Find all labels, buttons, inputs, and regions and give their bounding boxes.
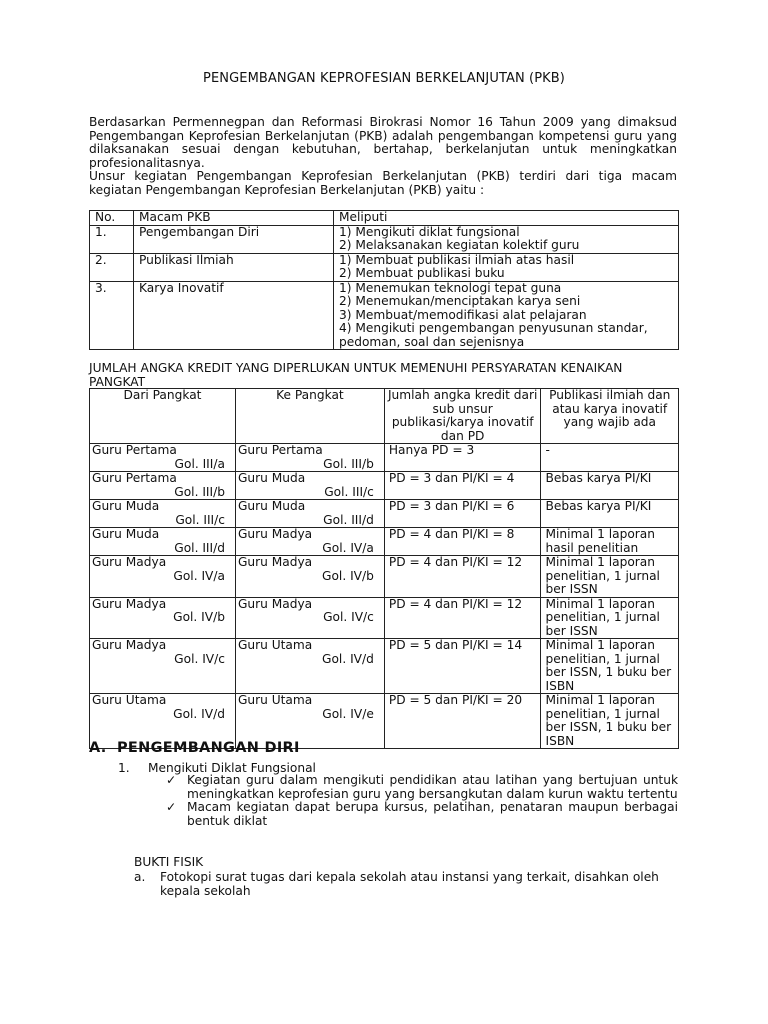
cell-publikasi: Minimal 1 laporan penelitian, 1 jurnal ber ISSN, 1 buku ber ISBN [541,639,679,694]
rank-gol: Gol. IV/c [174,651,225,666]
rank-name: Guru Madya [92,596,167,611]
rank-gol: Gol. III/d [174,540,225,555]
intro-paragraph-1: Berdasarkan Permennegpan dan Reformasi Birokrasi Nomor 16 Tahun 2009 yang dimaksud Pengembangan Keprofesian Berkelanjutan (PKB) adalah pengembangan kompetensi guru yang dilaksanakan sesuai dengan kebutuhan, bertahap, berkelanjutan untuk meningkatkan profesionalitasnya. [89,115,677,170]
rank-gol: Gol. III/c [324,484,374,499]
rank-gol: Gol. IV/d [322,651,374,666]
rank-name: Guru Muda [237,471,306,485]
cell-jumlah-kredit: PD = 5 dan PI/KI = 14 [384,639,541,694]
header-no: No. [90,211,134,226]
rank-gol: Gol. IV/a [173,568,225,583]
bukti-text: Fotokopi surat tugas dari kepala sekolah atau instansi yang terkait, disahkan oleh kepala sekolah [160,870,659,898]
subsection-title: Mengikuti Diklat Fungsional [148,761,316,775]
cell-dari-pangkat [90,472,236,500]
cell-ke-pangkat [235,556,384,598]
cell-publikasi: Bebas karya PI/KI [541,500,679,528]
cell-jumlah-kredit: PD = 4 dan PI/KI = 12 [384,597,541,639]
rank-name: Guru Pertama [92,443,177,457]
rank-gol: Gol. IV/c [323,610,374,624]
check-text: Macam kegiatan dapat berupa kursus, pelatihan, penataran maupun berbagai bentuk diklat [187,800,678,828]
check-icon: ✓ [166,800,177,814]
rank-name: Guru Pertama [92,471,177,485]
table-row [90,253,679,281]
kredit-table-header [90,389,679,444]
kredit-table-body [90,444,679,749]
kredit-table [89,388,679,749]
cell-publikasi: Minimal 1 laporan penelitian, 1 jurnal ber ISSN, 1 buku ber ISBN [541,694,679,749]
table-row [90,281,679,350]
pkb-table [89,210,679,350]
rank-name: Guru Muda [92,527,160,541]
header-ke-pangkat: Ke Pangkat [235,389,384,444]
list-item [166,774,678,801]
rank-gol: Gol. III/a [174,456,225,471]
section-title: PENGEMBANGAN DIRI [117,740,300,756]
row-macam: Publikasi Ilmiah [134,253,334,281]
table-row [90,597,679,639]
bukti-fisik-title: BUKTI FISIK [134,855,204,869]
cell-jumlah-kredit: Hanya PD = 3 [384,444,541,472]
cell-jumlah-kredit: PD = 4 dan PI/KI = 12 [384,556,541,598]
rank-name: Guru Utama [92,693,167,707]
cell-jumlah-kredit: PD = 5 dan PI/KI = 20 [384,694,541,749]
meliputi-list [339,254,674,281]
meliputi-list [339,226,674,253]
cell-ke-pangkat [235,597,384,639]
rank-gol: Gol. IV/b [322,568,374,583]
cell-publikasi: Bebas karya PI/KI [541,472,679,500]
cell-dari-pangkat [90,556,236,598]
rank-name: Guru Madya [237,596,313,611]
cell-ke-pangkat [235,444,384,472]
cell-dari-pangkat [90,528,236,556]
row-macam: Karya Inovatif [134,281,334,350]
cell-dari-pangkat [90,500,236,528]
list-item: 3) Membuat/memodifikasi alat pelajaran [339,307,587,322]
cell-publikasi: Minimal 1 laporan penelitian, 1 jurnal ber ISSN [541,597,679,639]
table-row [90,472,679,500]
rank-name: Guru Madya [237,527,313,541]
row-meliputi [334,281,679,350]
rank-gol: Gol. IV/a [322,540,374,555]
cell-publikasi: - [541,444,679,472]
header-publikasi: Publikasi ilmiah dan atau karya inovatif yang wajib ada [541,389,679,444]
list-item: 1) Membuat publikasi ilmiah atas hasil [339,252,575,267]
cell-ke-pangkat [235,528,384,556]
meliputi-list [339,282,674,350]
row-no: 1. [90,225,134,253]
row-meliputi [334,253,679,281]
rank-name: Guru Muda [237,499,306,513]
document-title: PENGEMBANGAN KEPROFESIAN BERKELANJUTAN (PKB) [203,71,565,86]
list-item: 4) Mengikuti pengembangan penyusunan standar, pedoman, soal dan sejenisnya [339,321,648,349]
rank-gol: Gol. IV/b [173,610,225,624]
rank-name: Guru Utama [237,693,313,707]
cell-dari-pangkat [90,639,236,694]
rank-gol: Gol. IV/e [322,706,374,721]
rank-gol: Gol. III/b [323,456,374,471]
row-no: 3. [90,281,134,350]
cell-ke-pangkat [235,500,384,528]
check-list [166,774,678,828]
list-item: 1) Menemukan teknologi tepat guna [339,280,562,295]
section-letter: A. [89,740,107,756]
cell-jumlah-kredit: PD = 4 dan PI/KI = 8 [384,528,541,556]
rank-name: Guru Muda [92,499,160,513]
check-text: Kegiatan guru dalam mengikuti pendidikan atau latihan yang bertujuan untuk meningkatkan keprofesian guru yang bersangkutan dalam kurun waktu tertentu [187,773,678,801]
table-row [90,500,679,528]
list-item: 1) Mengikuti diklat fungsional [339,224,520,239]
section-a-heading [89,742,300,756]
rank-name: Guru Madya [92,638,167,652]
list-item: 2) Membuat publikasi buku [339,266,505,280]
cell-ke-pangkat [235,639,384,694]
cell-dari-pangkat [90,597,236,639]
header-macam-pkb: Macam PKB [134,211,334,226]
intro-text [89,116,677,197]
intro-paragraph-2: Unsur kegiatan Pengembangan Keprofesian Berkelanjutan (PKB) terdiri dari tiga macam kegiatan Pengembangan Keprofesian Berkelanjutan (PKB) yaitu : [89,169,677,197]
header-meliputi: Meliputi [334,211,679,226]
cell-jumlah-kredit: PD = 3 dan PI/KI = 4 [384,472,541,500]
list-item: 2) Menemukan/menciptakan karya seni [339,294,581,308]
table-row [90,556,679,598]
cell-dari-pangkat [90,444,236,472]
cell-publikasi: Minimal 1 laporan hasil penelitian [541,528,679,556]
header-jumlah-kredit: Jumlah angka kredit dari sub unsur publikasi/karya inovatif dan PD [384,389,541,444]
table-row [90,639,679,694]
rank-name: Guru Pertama [237,443,323,457]
cell-ke-pangkat [235,472,384,500]
rank-name: Guru Utama [237,638,313,652]
rank-gol: Gol. IV/d [173,706,225,721]
kredit-table-caption: JUMLAH ANGKA KREDIT YANG DIPERLUKAN UNTUK MEMENUHI PERSYARATAN KENAIKAN PANGKAT [89,361,623,389]
table-row [90,225,679,253]
cell-publikasi: Minimal 1 laporan penelitian, 1 jurnal ber ISSN [541,556,679,598]
rank-name: Guru Madya [237,555,313,569]
row-no: 2. [90,253,134,281]
rank-gol: Gol. III/c [175,512,225,527]
header-dari-pangkat: Dari Pangkat [90,389,236,444]
check-icon: ✓ [166,773,177,787]
bukti-fisik-item [134,871,679,898]
list-item [166,801,678,828]
row-macam: Pengembangan Diri [134,225,334,253]
cell-jumlah-kredit: PD = 3 dan PI/KI = 6 [384,500,541,528]
rank-gol: Gol. III/d [323,512,374,527]
subsection-number: 1. [118,761,130,775]
bukti-letter: a. [134,870,146,884]
rank-name: Guru Madya [92,555,167,569]
table-row [90,528,679,556]
rank-gol: Gol. III/b [174,484,225,499]
row-meliputi [334,225,679,253]
pkb-table-header [90,211,679,226]
list-item: 2) Melaksanakan kegiatan kolektif guru [339,238,580,252]
table-row [90,444,679,472]
